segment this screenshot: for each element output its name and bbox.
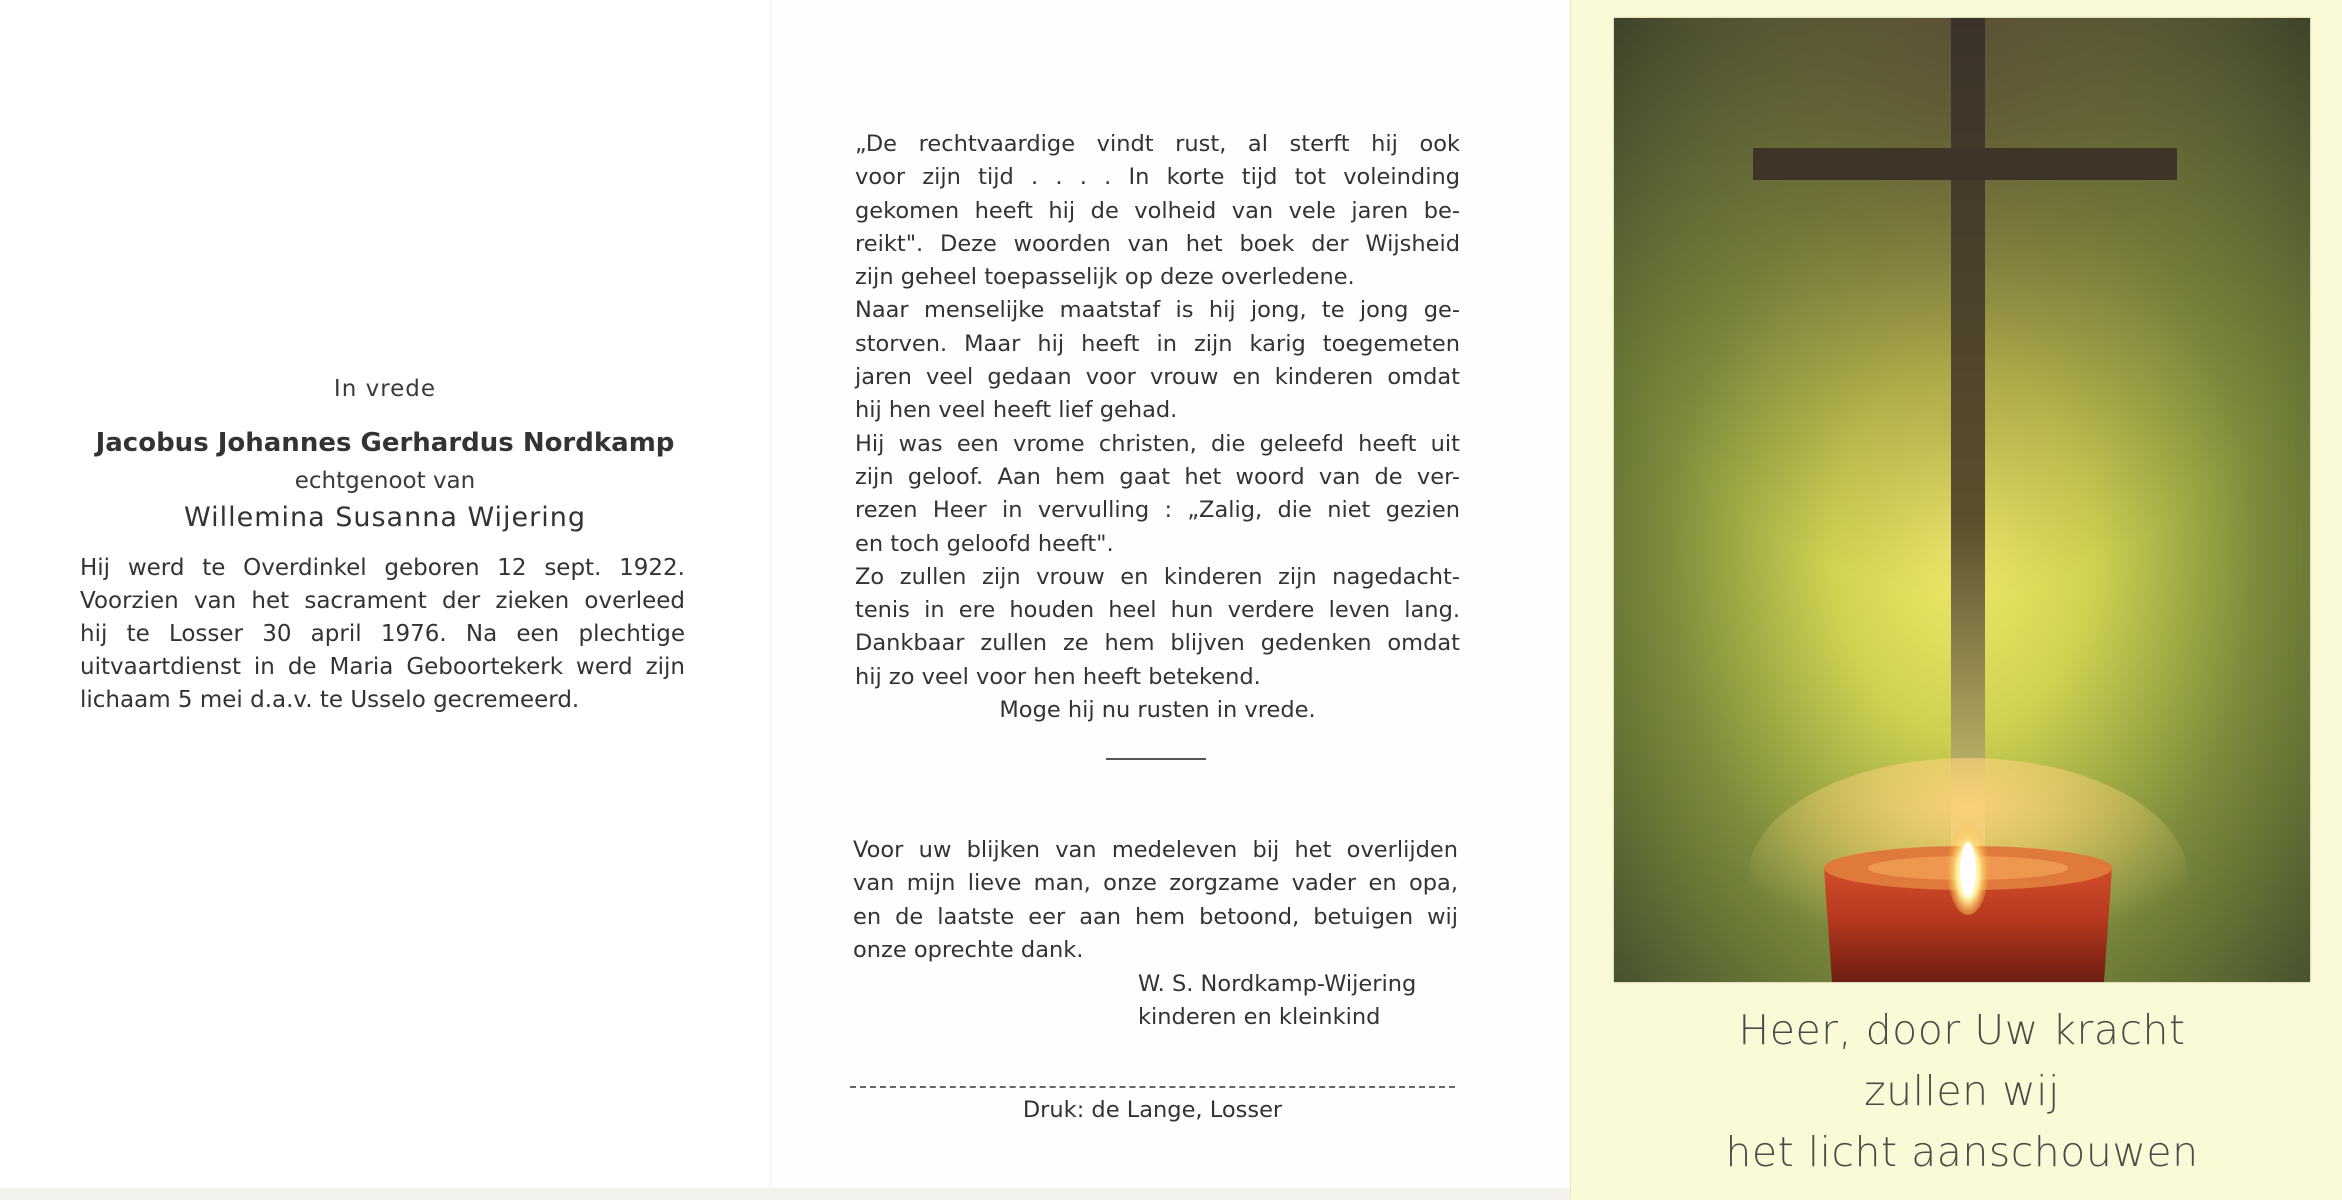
verse-closing-line: Moge hij nu rusten in vrede. [999, 697, 1316, 724]
motto [1614, 1000, 2310, 1183]
verse-line: zijn geheel toepasselijk op deze overledene. [855, 264, 1355, 291]
verse-line: „De rechtvaardige vindt rust, al sterft hij ook [855, 131, 1460, 157]
cross-candle-photo [1614, 18, 2310, 982]
verse-line: reikt". Deze woorden van het boek der Wijsheid [855, 230, 1460, 257]
verse-line: hij zo veel voor hen heeft betekend. [855, 663, 1261, 690]
memorial-verse [855, 128, 1460, 727]
verse-line: Hij was een vrome christen, die geleefd heeft uit [855, 430, 1460, 457]
family-signoff [1138, 968, 1416, 1035]
bio-line: lichaam 5 mei d.a.v. te Usselo gecremeerd. [80, 687, 580, 713]
verse-line: Dankbaar zullen ze hem blijven gedenken omdat [855, 630, 1460, 657]
thanks-line: van mijn lieve man, onze zorgzame vader en opa, [853, 870, 1458, 897]
spouse-name: Willemina Susanna Wijering [183, 502, 587, 533]
verse-line: hij hen veel heeft lief gehad. [855, 397, 1178, 424]
bio-line: uitvaartdienst in de Maria Geboortekerk werd zijn [80, 654, 685, 680]
thanks-line: en de laatste eer aan hem betoond, betuigen wij [853, 903, 1458, 930]
verse-line: storven. Maar hij heeft in zijn karig toegemeten [855, 330, 1460, 357]
footer-rule [850, 1086, 1455, 1088]
motto-line: zullen wij [1864, 1067, 2060, 1115]
bio-line: hij te Losser 30 april 1976. Na een plechtige [80, 621, 685, 647]
printer-credit: Druk: de Lange, Losser [1022, 1097, 1283, 1123]
bio-line: Voorzien van het sacrament der zieken overleed [80, 588, 685, 614]
motto-line: het licht aanschouwen [1725, 1128, 2199, 1176]
verse-line: rezen Heer in vervulling : „Zalig, die niet gezien [855, 497, 1460, 524]
card-bottom-edge [0, 1188, 1570, 1200]
verse-line: zijn geloof. Aan hem gaat het woord van de ver- [855, 463, 1460, 490]
section-divider [1106, 758, 1206, 760]
thanks-line: Voor uw blijken van medeleven bij het overlijden [853, 837, 1458, 863]
bio-line: Hij werd te Overdinkel geboren 12 sept. 1922. [80, 555, 685, 581]
verse-line: Naar menselijke maatstaf is hij jong, te jong ge- [855, 297, 1460, 324]
motto-line: Heer, door Uw kracht [1738, 1006, 2186, 1054]
verse-line: voor zijn tijd . . . . In korte tijd tot voleinding [855, 164, 1460, 191]
verse-line: en toch geloofd heeft". [855, 530, 1114, 557]
verse-line: jaren veel gedaan voor vrouw en kinderen omdat [855, 364, 1460, 391]
thanks-line: onze oprechte dank. [853, 936, 1084, 963]
signoff-line: kinderen en kleinkind [1138, 1004, 1381, 1031]
deceased-name: Jacobus Johannes Gerhardus Nordkamp [95, 428, 675, 458]
biography [80, 552, 685, 717]
signoff-line: W. S. Nordkamp-Wijering [1138, 971, 1417, 997]
in-vrede-heading: In vrede [333, 376, 437, 402]
verse-line: Zo zullen zijn vrouw en kinderen zijn nagedacht- [855, 563, 1460, 590]
thanks-note [853, 834, 1458, 967]
spouse-of-label: echtgenoot van [294, 468, 476, 494]
verse-line: tenis in ere houden heel hun verdere leven lang. [855, 597, 1460, 624]
verse-line: gekomen heeft hij de volheid van vele jaren be- [855, 197, 1460, 224]
